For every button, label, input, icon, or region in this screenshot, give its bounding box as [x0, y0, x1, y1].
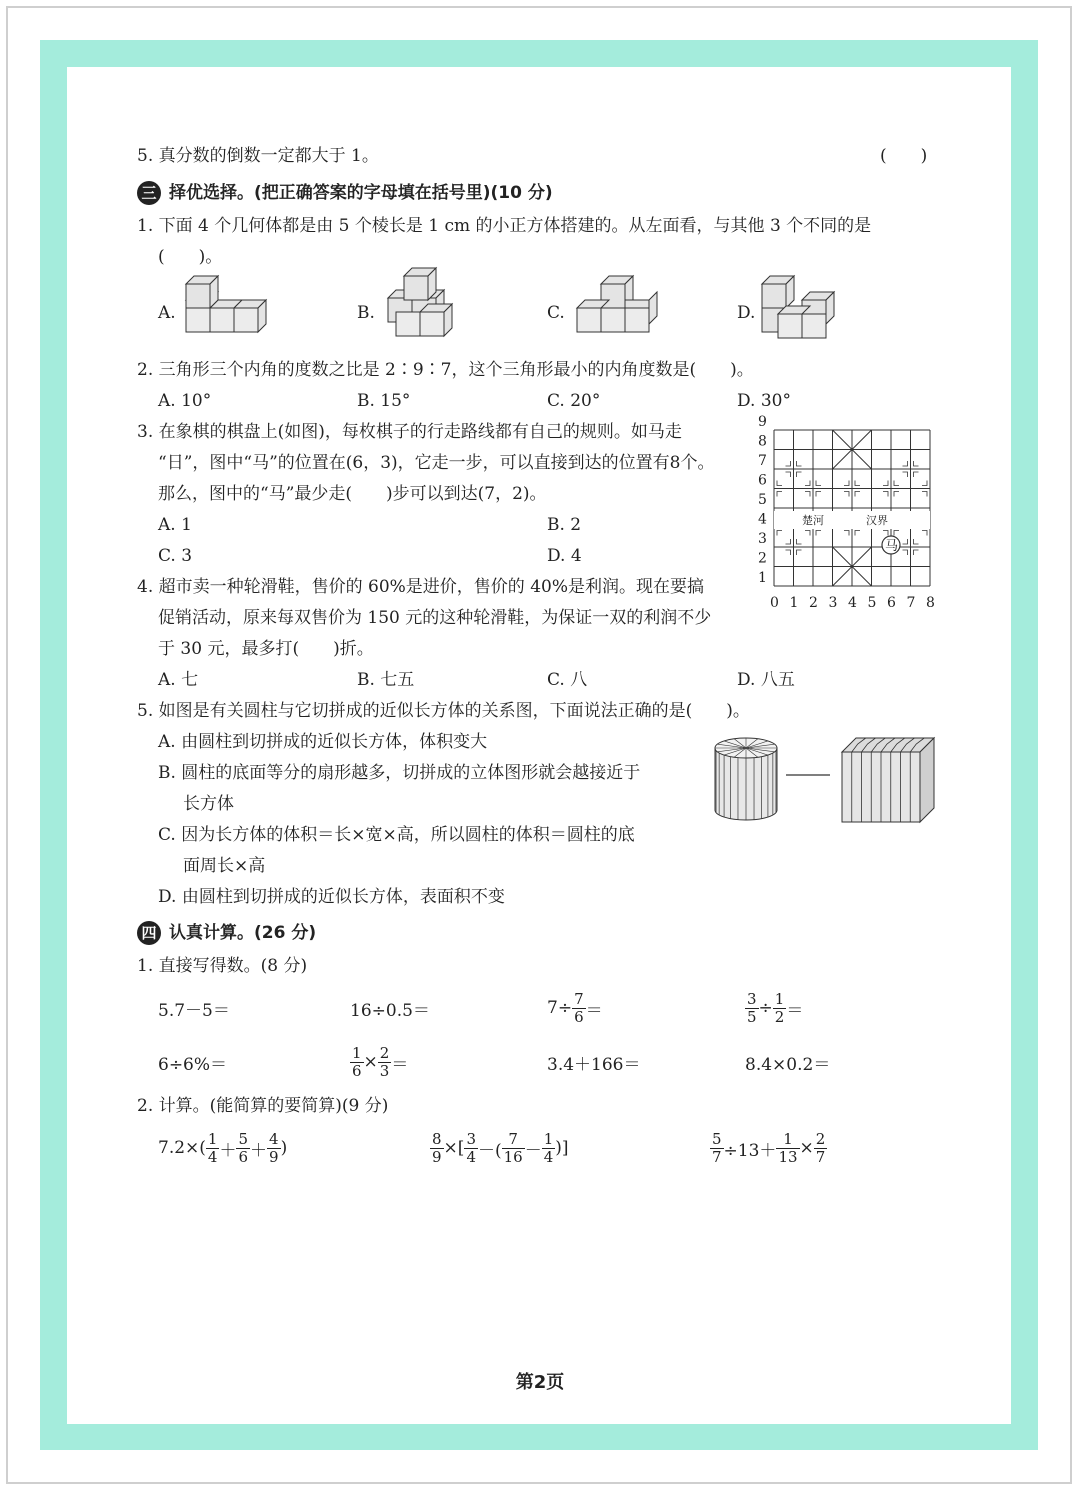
q4-stem-line2: 促销活动，原来每双售价为 150 元的这种轮滑鞋，为保证一双的利润不少	[158, 608, 712, 628]
fraction: $\frac{3}{5}$	[747, 989, 757, 1026]
fraction: $\frac{8}{9}$	[432, 1129, 442, 1166]
q4-stem-line3: 于 30 元，最多打( )折。	[158, 639, 374, 659]
q5-option-d: D. 由圆柱到切拼成的近似长方体，表面积不变	[158, 887, 505, 907]
fraction: $\frac{1}{2}$	[774, 989, 785, 1026]
q3-option-b: B. 2	[547, 515, 582, 535]
q5-option-c-line1: C. 因为长方体的体积＝长×宽×高，所以圆柱的体积＝圆柱的底	[158, 825, 635, 845]
q1-stem-line2: ( )。	[158, 247, 223, 267]
svg-text:7: 7	[758, 452, 767, 469]
svg-text:9: 9	[758, 414, 767, 430]
fraction: $\frac{1}{4}$	[543, 1129, 554, 1166]
judge-answer-paren: ( )	[880, 146, 928, 166]
fraction: $\frac{5}{6}$	[238, 1129, 249, 1166]
fraction: $\frac{5}{7}$	[712, 1129, 722, 1166]
calc1-expr-6: $\frac{1}{6}$ × $\frac{2}{3}$ ＝	[352, 1043, 409, 1080]
fraction: $\frac{1}{4}$	[207, 1129, 218, 1166]
fraction: $\frac{7}{16}$	[503, 1129, 523, 1166]
svg-text:0: 0	[770, 595, 779, 611]
calc2-expr-b: $\frac{8}{9}$ ×[ $\frac{3}{4}$ －( $\frac{7}{16}$ － $\frac{1}{4}$ )]	[432, 1129, 569, 1166]
calc2-title: 2. 计算。(能简算的要简算)(9 分)	[137, 1096, 389, 1116]
q1-option-b-label: B.	[357, 303, 375, 323]
page-number: 第2页	[515, 1372, 565, 1393]
q3-stem-line1: 3. 在象棋的棋盘上(如图)，每枚棋子的行走路线都有自己的规则。如马走	[137, 422, 682, 442]
q1-option-a-label: A.	[158, 303, 176, 323]
svg-text:4: 4	[848, 595, 857, 611]
section-number-badge: 三	[137, 181, 161, 205]
transform-connector-line	[786, 770, 836, 780]
fraction: $\frac{3}{4}$	[466, 1129, 476, 1166]
cube-figure-c	[575, 286, 659, 340]
svg-text:3: 3	[828, 595, 838, 611]
q5-option-c-line2: 面周长×高	[183, 856, 266, 876]
q4-stem-line1: 4. 超市卖一种轮滑鞋，售价的 60%是进价，售价的 40%是利润。现在要搞	[137, 577, 705, 597]
section-number-badge: 四	[137, 921, 161, 945]
q3-option-a: A. 1	[158, 515, 192, 535]
svg-text:5: 5	[758, 491, 767, 508]
calc1-expr-5: 6÷6%＝	[158, 1054, 228, 1075]
q4-option-c: C. 八	[547, 670, 588, 690]
q2-option-c: C. 20°	[547, 391, 601, 411]
q3-stem-line3: 那么，图中的“马”最少走( )步可以到达(7，2)。	[158, 484, 547, 504]
board-y-axis-labels	[758, 414, 767, 586]
q5-option-b-line2: 长方体	[183, 794, 234, 814]
section-3-heading	[137, 178, 553, 205]
approx-cuboid-figure	[838, 734, 938, 826]
q2-option-a: A. 10°	[158, 391, 212, 411]
svg-text:2: 2	[758, 550, 767, 567]
fraction: $\frac{2}{7}$	[815, 1129, 826, 1166]
q3-option-c: C. 3	[158, 546, 193, 566]
q1-option-c-label: C.	[547, 303, 565, 323]
fraction: $\frac{2}{3}$	[379, 1043, 390, 1080]
cube-figure-a	[186, 286, 270, 340]
svg-text:7: 7	[906, 595, 916, 611]
svg-text:8: 8	[926, 595, 935, 611]
q5-option-a: A. 由圆柱到切拼成的近似长方体，体积变大	[158, 732, 488, 752]
fraction: $\frac{1}{13}$	[778, 1129, 798, 1166]
svg-text:5: 5	[867, 595, 877, 611]
calc2-expr-a: 7.2×( $\frac{1}{4}$ ＋ $\frac{5}{6}$ ＋ $\frac{4}{9}$ )	[158, 1129, 288, 1166]
svg-text:1: 1	[758, 569, 767, 586]
calc1-expr-8: 8.4×0.2＝	[745, 1054, 831, 1075]
fraction: $\frac{1}{6}$	[352, 1043, 362, 1080]
q4-option-a: A. 七	[158, 670, 199, 690]
fraction: $\frac{4}{9}$	[269, 1129, 279, 1166]
q4-option-b: B. 七五	[357, 670, 415, 690]
q4-option-d: D. 八五	[737, 670, 795, 690]
q5-stem: 5. 如图是有关圆柱与它切拼成的近似长方体的关系图，下面说法正确的是( )。	[137, 701, 750, 721]
board-river-left: 楚河	[802, 514, 824, 527]
q5-option-b-line1: B. 圆柱的底面等分的扇形越多，切拼成的立体图形就会越接近于	[158, 763, 641, 783]
fraction: $\frac{7}{6}$	[574, 989, 584, 1026]
svg-text:6: 6	[887, 595, 896, 611]
calc1-expr-2: 16÷0.5＝	[350, 1000, 430, 1021]
q2-option-d: D. 30°	[737, 391, 791, 411]
calc1-title: 1. 直接写得数。(8 分)	[137, 956, 308, 976]
svg-text:2: 2	[809, 595, 818, 611]
calc2-expr-c: $\frac{5}{7}$ ÷13＋ $\frac{1}{13}$ × $\frac{2}{7}$	[712, 1129, 826, 1166]
svg-text:6: 6	[758, 472, 767, 489]
calc1-expr-4: $\frac{3}{5}$ ÷ $\frac{1}{2}$ ＝	[747, 989, 804, 1026]
cube-figure-d	[762, 286, 846, 340]
cylinder-figure	[712, 734, 782, 824]
svg-text:8: 8	[758, 433, 767, 450]
svg-text:4: 4	[758, 511, 767, 528]
svg-text:3: 3	[758, 530, 767, 547]
q2-stem: 2. 三角形三个内角的度数之比是 2∶9∶7，这个三角形最小的内角度数是( )。	[137, 360, 754, 380]
q1-option-d-label: D.	[737, 303, 756, 323]
q3-option-d: D. 4	[547, 546, 582, 566]
section-title: 认真计算。(26 分)	[169, 923, 317, 943]
judge-item-5: 5. 真分数的倒数一定都大于 1。	[137, 146, 379, 166]
calc1-expr-7: 3.4＋166＝	[547, 1054, 641, 1075]
q2-option-b: B. 15°	[357, 391, 411, 411]
calc1-expr-1: 5.7－5＝	[158, 1000, 230, 1021]
horse-piece-label: 马	[885, 539, 899, 554]
q3-stem-line2: “日”，图中“马”的位置在(6，3)，它走一步，可以直接到达的位置有8个。	[158, 453, 715, 473]
board-river-right: 汉界	[866, 514, 888, 527]
section-title: 择优选择。(把正确答案的字母填在括号里)(10 分)	[169, 183, 553, 203]
board-x-axis-labels	[770, 595, 935, 611]
cube-figure-b	[380, 286, 464, 340]
chess-board-figure	[756, 414, 942, 630]
svg-text:1: 1	[789, 595, 799, 611]
board-grid	[774, 430, 930, 586]
section-4-heading	[137, 918, 316, 945]
calc1-expr-3: 7÷ $\frac{7}{6}$ ＝	[547, 989, 603, 1026]
q1-stem-line1: 1. 下面 4 个几何体都是由 5 个棱长是 1 cm 的小正方体搭建的。从左面看，与其他 3 个不同的是	[137, 216, 872, 236]
